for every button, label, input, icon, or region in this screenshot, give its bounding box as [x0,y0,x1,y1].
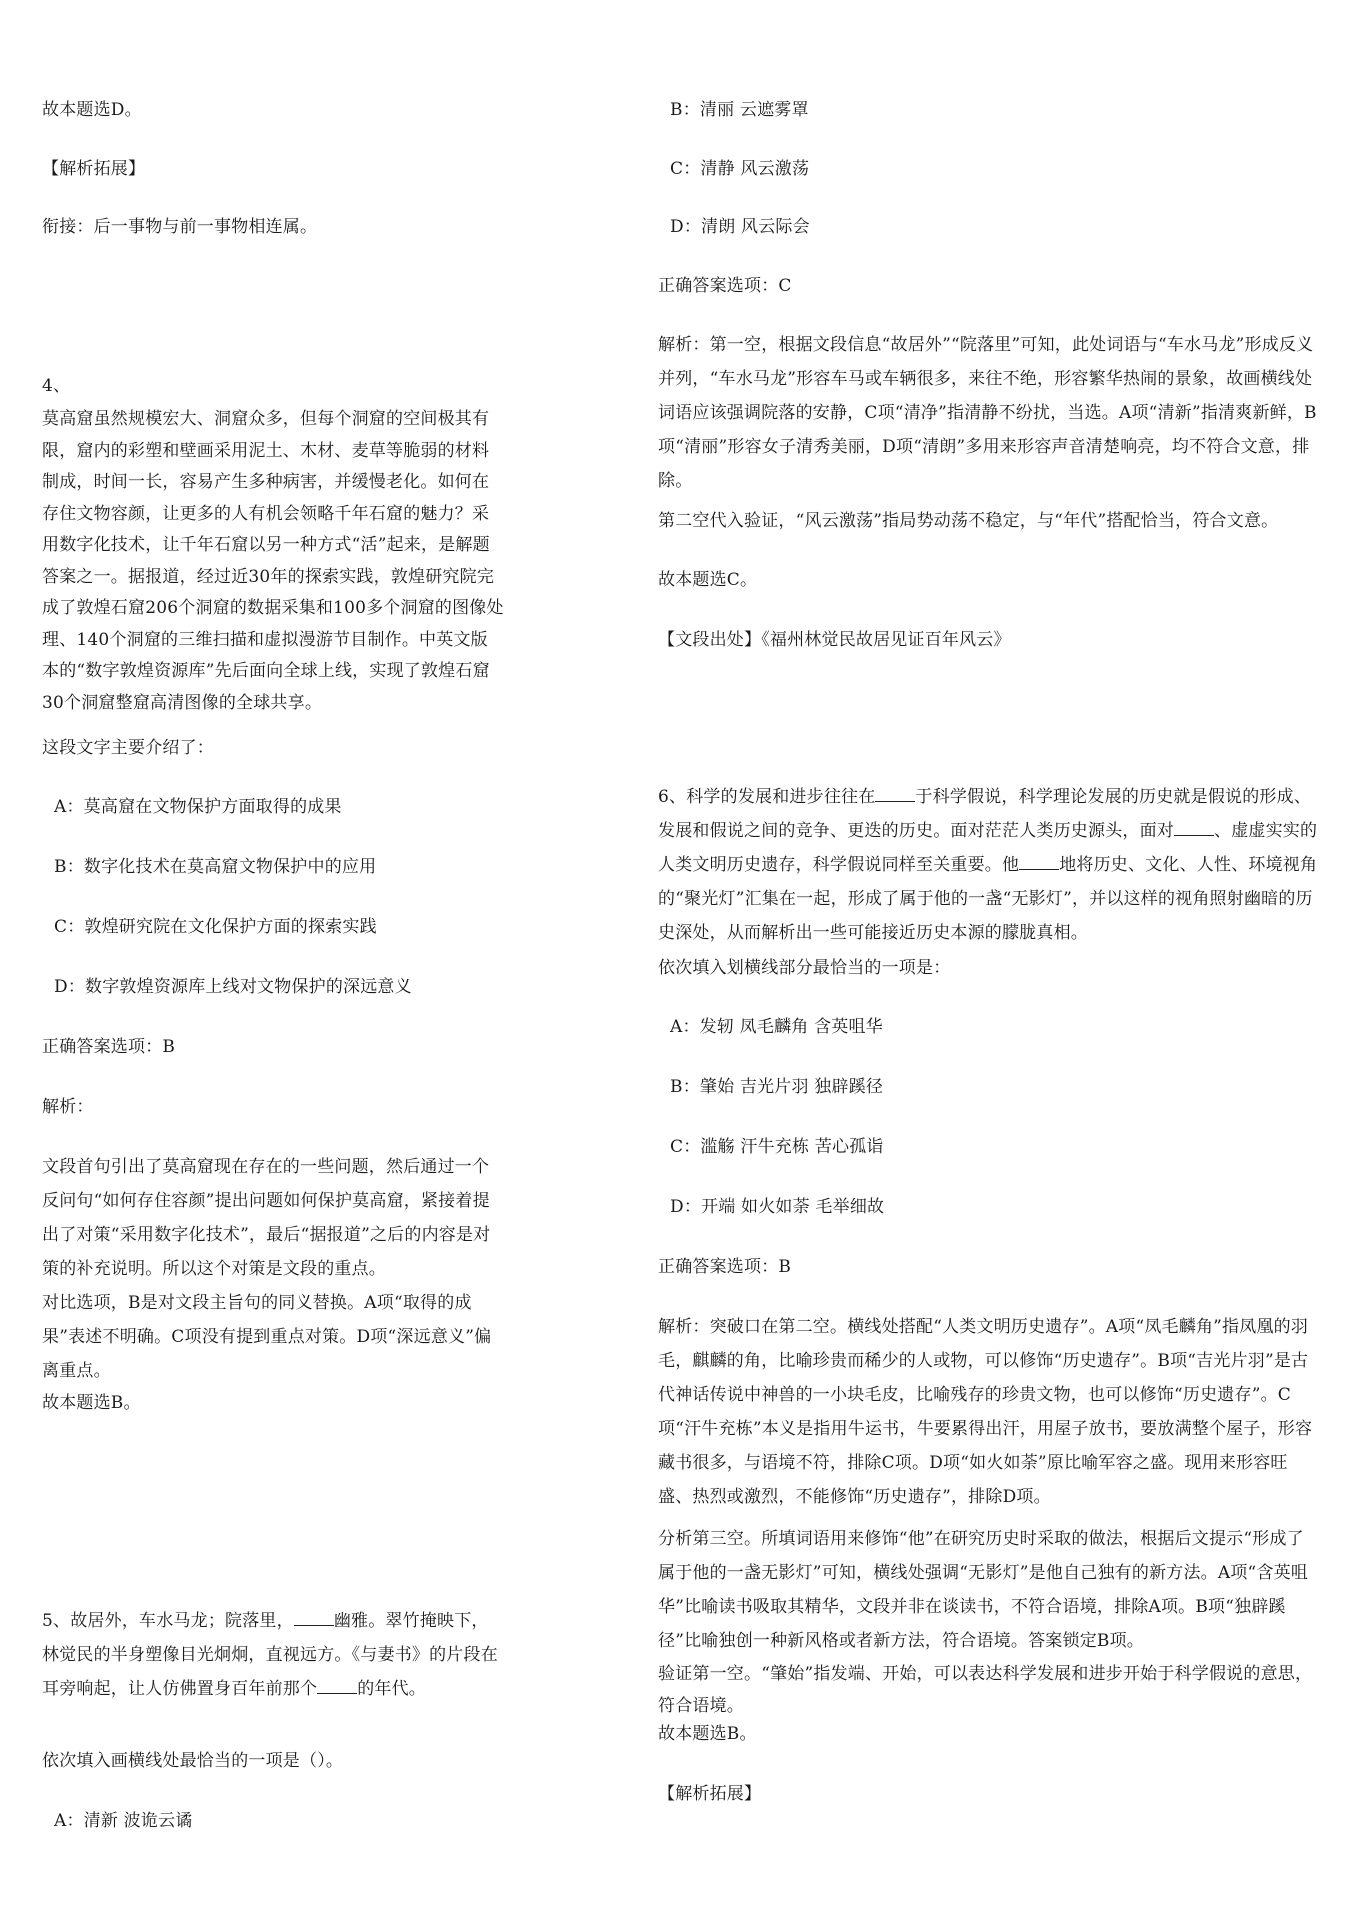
option-a: A：清新 波诡云谲 [54,1811,193,1831]
correct-answer: 正确答案选项：C [658,276,792,296]
source-citation: 【文段出处】《福州林觉民故居见证百年风云》 [658,630,1011,650]
question-number: 4、 [42,376,71,396]
conclusion-text: 故本题选B。 [658,1724,757,1744]
analysis-paragraph: 文段首句引出了莫高窟现在存在的一些问题，然后通过一个反问句“如何存住容颜”提出问题如何保护莫高窟，紧接着提出了对策“采用数字化技术”，最后“据报道”之后的内容是对策的补充说明。所以这个对策是文段的重点。 [42,1157,491,1279]
question-text: 5、故居外，车水马龙；院落里， [42,1611,294,1631]
analysis-paragraph: 验证第一空。“肇始”指发端、开始，可以表达科学发展和进步开始于科学假说的意思，符合语境。 [658,1664,1313,1716]
analysis-label: 解析： [42,1097,94,1117]
correct-answer: 正确答案选项：B [42,1037,176,1057]
fill-blank [875,787,915,802]
fill-blank [294,1611,334,1626]
analysis-paragraph: 分析第三空。所填词语用来修饰“他”在研究历史时采取的做法，根据后文提示“形成了属于他的一盏无影灯”可知，横线处强调“无影灯”是他自己独有的新方法。A项“含英咀华”比喻读书吸取其精华，文段并非在谈读书，不符合语境，排除A项。B项“独辟蹊径”比喻独创一种新风格或者新方法，符合语境。答案锁定B项。 [658,1529,1309,1651]
option-c: C：清静 风云激荡 [670,159,810,179]
option-b: B：清丽 云遮雾罩 [670,100,809,120]
question-text: 的年代。 [357,1679,427,1699]
option-b: B：数字化技术在莫高窟文物保护中的应用 [54,857,377,877]
option-a: A：莫高窟在文物保护方面取得的成果 [54,797,342,817]
conclusion-text: 故本题选C。 [658,570,758,590]
analysis-extension-heading: 【解析拓展】 [658,1784,762,1804]
option-c: C：滥觞 汗牛充栋 苦心孤诣 [670,1137,884,1157]
conclusion-text: 故本题选B。 [42,1393,141,1413]
analysis-paragraph: 对比选项，B是对文段主旨句的同义替换。A项“取得的成果”表述不明确。C项没有提到重点对策。D项“深远意义”偏离重点。 [42,1293,492,1381]
option-b: B：肇始 吉光片羽 独辟蹊径 [670,1077,884,1097]
term-explanation: 衔接：后一事物与前一事物相连属。 [42,217,318,237]
analysis-extension-heading: 【解析拓展】 [42,159,146,179]
conclusion-text: 故本题选D。 [42,100,142,120]
analysis-paragraph: 解析：突破口在第二空。横线处搭配“人类文明历史遗存”。A项“凤毛麟角”指凤凰的羽毛，麒麟的角，比喻珍贵而稀少的人或物，可以修饰“历史遗存”。B项“吉光片羽”是古代神话传说中神兽的一小块毛皮，比喻残存的珍贵文物，也可以修饰“历史遗存”。C项“汗牛充栋”本义是指用牛运书，牛要累得出汗，用屋子放书，要放满整个屋子，形容藏书很多，与语境不符，排除C项。D项“如火如荼”原比喻军容之盛。现用来形容旺盛、热烈或激烈，不能修饰“历史遗存”，排除D项。 [658,1317,1313,1507]
question-passage: 莫高窟虽然规模宏大、洞窟众多，但每个洞窟的空间极其有限，窟内的彩塑和壁画采用泥土、木材、麦草等脆弱的材料制成，时间一长，容易产生多种病害，并缓慢老化。如何在存住文物容颜，让更多的人有机会领略千年石窟的魅力？采用数字化技术，让千年石窟以另一种方式“活”起来，是解题答案之一。据报道，经过近30年的探索实践，敦煌研究院完成了敦煌石窟206个洞窟的数据采集和100多个洞窟的图像处理、140个洞窟的三维扫描和虚拟漫游节目制作。中英文版本的“数字敦煌资源库”先后面向全球上线，实现了敦煌石窟30个洞窟整窟高清图像的全球共享。 [42,409,504,713]
question-text: 幽雅。翠竹掩映下，林觉民的半身塑像目光炯炯，直视远方。《与妻书》的片段在耳旁响起，让人仿佛置身百年前那个 [42,1611,498,1699]
question-stem: 这段文字主要介绍了： [42,738,214,758]
question-stem: 依次填入画横线处最恰当的一项是（）。 [42,1751,344,1771]
analysis-paragraph: 解析：第一空，根据文段信息“故居外”“院落里”可知，此处词语与“车水马龙”形成反义并列，“车水马龙”形容车马或车辆很多，来往不绝，形容繁华热闹的景象，故画横线处词语应该强调院落的安静，C项“清净”指清静不纷扰，当选。A项“清新”指清爽新鲜，B项“清丽”形容女子清秀美丽，D项“清朗”多用来形容声音清楚响亮，均不符合文意，排除。 [658,335,1317,491]
fill-blank [317,1679,357,1694]
analysis-paragraph: 第二空代入验证，“风云激荡”指局势动荡不稳定，与“年代”搭配恰当，符合文意。 [658,511,1279,531]
question-stem: 依次填入划横线部分最恰当的一项是： [658,958,951,978]
option-c: C：敦煌研究院在文化保护方面的探索实践 [54,917,377,937]
question-text: 地将历史、文化、人性、环境视角的“聚光灯”汇集在一起，形成了属于他的一盏“无影灯”，并以这样的视角照射幽暗的历史深处，从而解析出一些可能接近历史本源的朦胧真相。 [658,855,1318,943]
question-text: 、虚虚实实的人类文明历史遗存，科学假说同样至关重要。他 [658,821,1318,875]
question-text: 6、科学的发展和进步往往在 [658,787,876,807]
question-passage [658,780,1320,950]
fill-blank [1174,821,1214,836]
fill-blank [1019,855,1059,870]
correct-answer: 正确答案选项：B [658,1257,792,1277]
question-text: 于科学假说，科学理论发展的历史就是假说的形成、发展和假说之间的竞争、更迭的历史。面对茫茫人类历史源头，面对 [658,787,1312,841]
option-d: D：开端 如火如荼 毛举细故 [670,1197,885,1217]
option-d: D：清朗 风云际会 [670,217,810,237]
option-a: A：发轫 凤毛麟角 含英咀华 [670,1017,883,1037]
question-passage [42,1604,504,1706]
option-d: D：数字敦煌资源库上线对文物保护的深远意义 [54,977,412,997]
